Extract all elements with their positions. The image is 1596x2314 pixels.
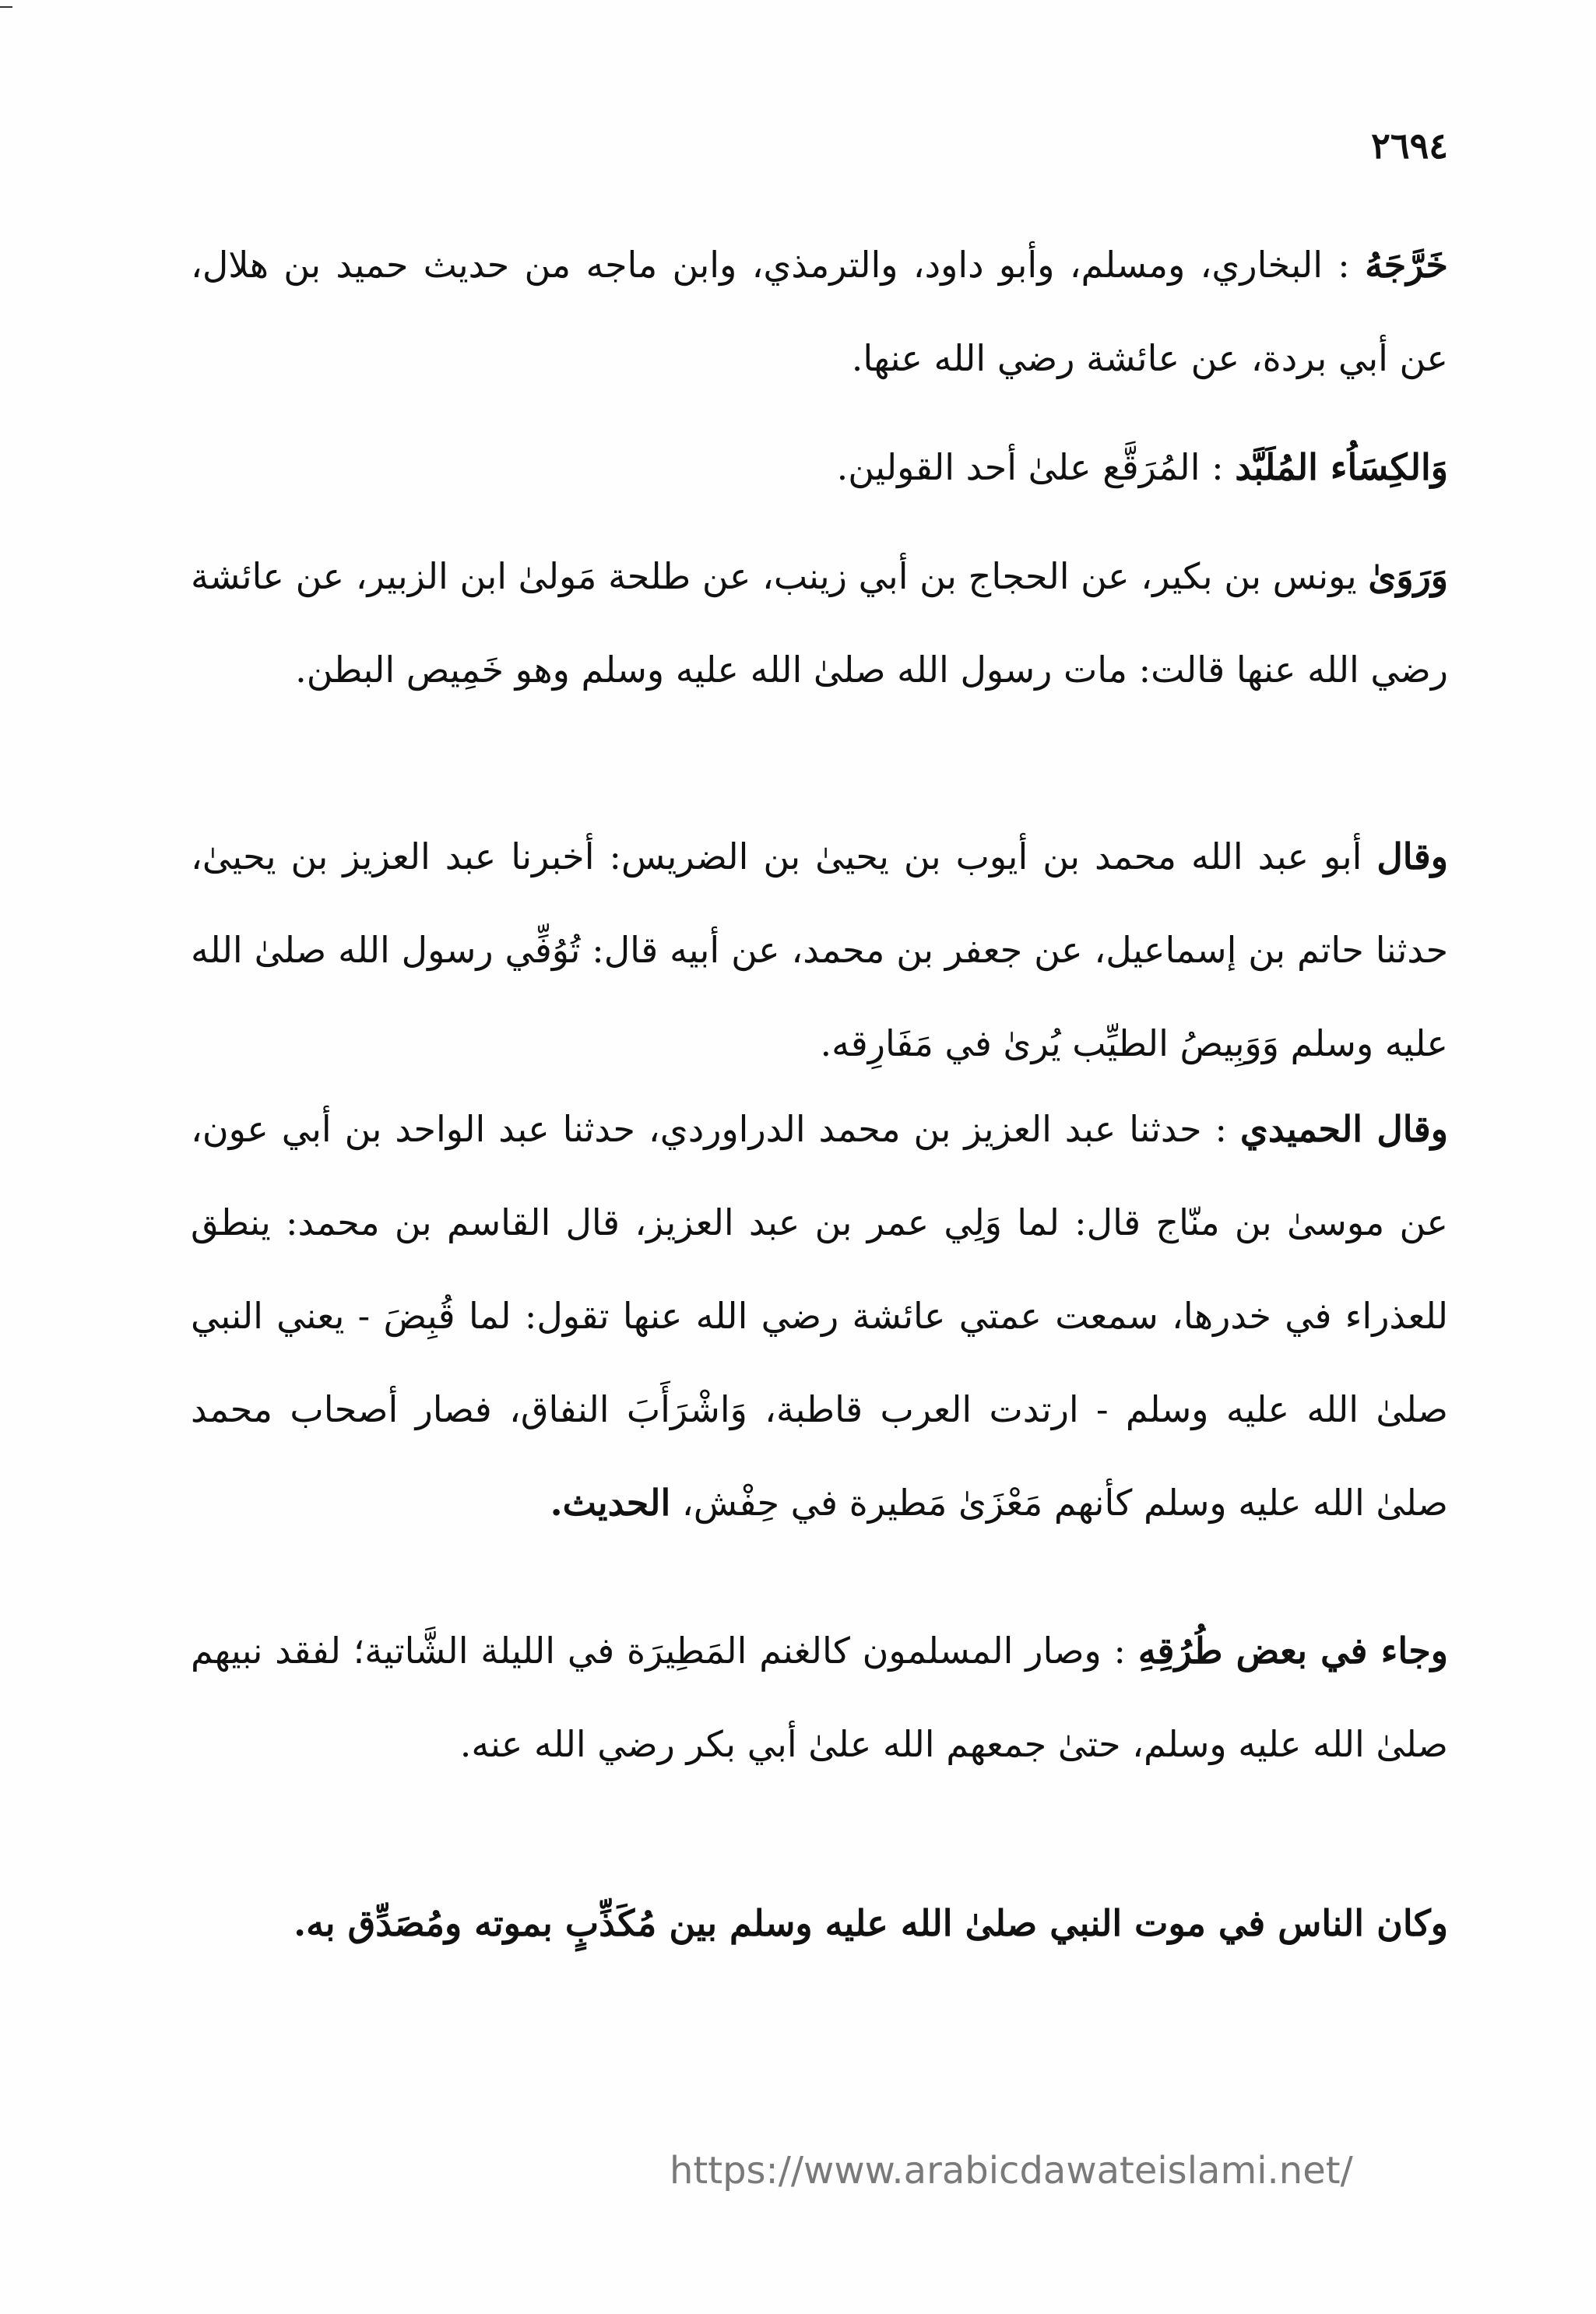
paragraph-text: وكان الناس في موت النبي صلىٰ الله عليه وسلم بين مُكَذِّبٍ بموته ومُصَدِّق به. <box>294 1902 1448 1944</box>
paragraph-text: : حدثنا عبد العزيز بن محمد الدراوردي، حدثنا عبد الواحد بن أبي عون، عن موسىٰ بن منّاج قال: لما وَلِي عمر بن عبد العزيز، قال القاسم بن محمد: ينطق للعذراء في خدرها، سمعت عمتي عائشة رضي الله عنها تقول: لما قُبِضَ - يعني النبي صلىٰ الله عليه وسلم - ارتدت العرب قاطبة، وَاشْرَأَبَ النفاق، فصار أصحاب محمد صلىٰ الله عليه وسلم كأنهم مَعْزَىٰ مَطيرة في حِفْش، <box>191 1108 1448 1524</box>
paragraph-text: : وصار المسلمون كالغنم المَطِيرَة في الليلة الشَّاتية؛ لفقد نبيهم صلىٰ الله عليه وسلم، حتىٰ جمعهم الله علىٰ أبي بكر رضي الله عنه. <box>191 1630 1448 1765</box>
source-watermark-url: https://www.arabicdawateislami.net/ <box>670 2149 1353 2193</box>
paragraph-text: يونس بن بكير، عن الحجاج بن أبي زينب، عن طلحة مَولىٰ ابن الزبير، عن عائشة رضي الله عنها قالت: مات رسول الله صلىٰ الله عليه وسلم وهو خَمِيص البطن. <box>191 555 1448 691</box>
paragraph-lead: وقال الحميدي <box>1239 1108 1448 1150</box>
paragraph-lead: خَرَّجَهُ <box>1365 244 1448 286</box>
paragraph-turuq <box>191 1604 1448 1791</box>
paragraph-lead: وجاء في بعض طُرُقِهِ <box>1137 1630 1448 1672</box>
paragraph-lead: وَرَوَىٰ <box>1368 555 1449 597</box>
paragraph-lead: وَالكِسَاُء المُلَبَّد <box>1235 446 1448 488</box>
paragraph-humaydi <box>191 1082 1448 1549</box>
paragraph-text: : المُرَقَّع علىٰ أحد القولين. <box>836 446 1224 488</box>
paragraph-end: الحديث. <box>550 1482 671 1524</box>
paragraph-takhrij <box>191 218 1448 405</box>
paragraph-closing <box>191 1876 1448 1970</box>
paragraph-lead: وقال <box>1376 835 1448 877</box>
paragraph-ibn-durays <box>191 810 1448 1090</box>
page-number: ٢٦٩٤ <box>1371 125 1448 167</box>
paragraph-text: أبو عبد الله محمد بن أيوب بن يحيىٰ بن الضريس: أخبرنا عبد العزيز بن يحيىٰ، حدثنا حاتم بن إسماعيل، عن جعفر بن محمد، عن أبيه قال: تُوُفِّي رسول الله صلىٰ الله عليه وسلم وَوَبِيصُ الطيِّب يُرىٰ في مَفَارِقه. <box>191 835 1449 1064</box>
paragraph-yunus <box>191 529 1448 716</box>
paragraph-kisa <box>191 420 1448 514</box>
scan-mark <box>0 6 12 8</box>
paragraph-text: : البخاري، ومسلم، وأبو داود، والترمذي، وابن ماجه من حديث حميد بن هلال، عن أبي بردة، عن عائشة رضي الله عنها. <box>191 244 1448 379</box>
